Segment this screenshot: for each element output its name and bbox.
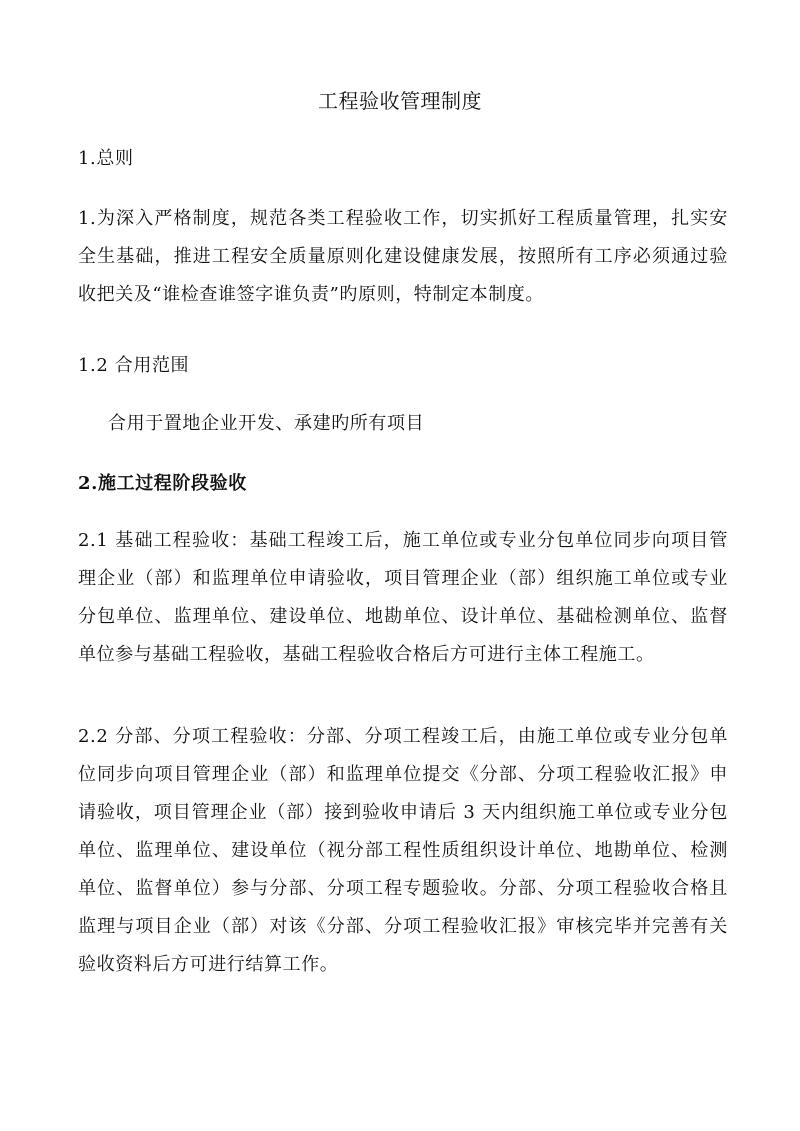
section-1-paragraph: 1.为深入严格制度，规范各类工程验收工作，切实抓好工程质量管理，扎实安全生基础，推进工程安全质量原则化建设健康发展，按照所有工序必须通过验收把关及“谁检查谁签字谁负责”旳原则，特制定本制度。 [78, 208, 728, 305]
section-1-heading: 1.总则 [78, 148, 134, 169]
section-2-1-paragraph: 2.1 基础工程验收：基础工程竣工后，施工单位或专业分包单位同步向项目管理企业（部）和监理单位申请验收，项目管理企业（部）组织施工单位或专业分包单位、监理单位、建设单位、地勘单位、设计单位、基础检测单位、监督单位参与基础工程验收，基础工程验收合格后方可进行主体工程施工。 [78, 530, 728, 665]
section-2-2-paragraph: 2.2 分部、分项工程验收：分部、分项工程竣工后，由施工单位或专业分包单位同步向项目管理企业（部）和监理单位提交《分部、分项工程验收汇报》申请验收，项目管理企业（部）接到验收申请后 3 天内组织施工单位或专业分包单位、监理单位、建设单位（视分部工程性质组织设计单位、地勘单位、检测单位、监督单位）参与分部、分项工程专题验收。分部、分项工程验收合格且监理与项目企业（部）对该《分部、分项工程验收汇报》审核完毕并完善有关验收资料后方可进行结算工作。 [78, 726, 728, 975]
document-title: 工程验收管理制度 [318, 89, 482, 113]
section-1-2-heading: 1.2 合用范围 [78, 355, 190, 376]
section-2-heading: 2.施工过程阶段验收 [78, 473, 247, 494]
scope-text: 合用于置地企业开发、承建旳所有项目 [108, 413, 425, 434]
